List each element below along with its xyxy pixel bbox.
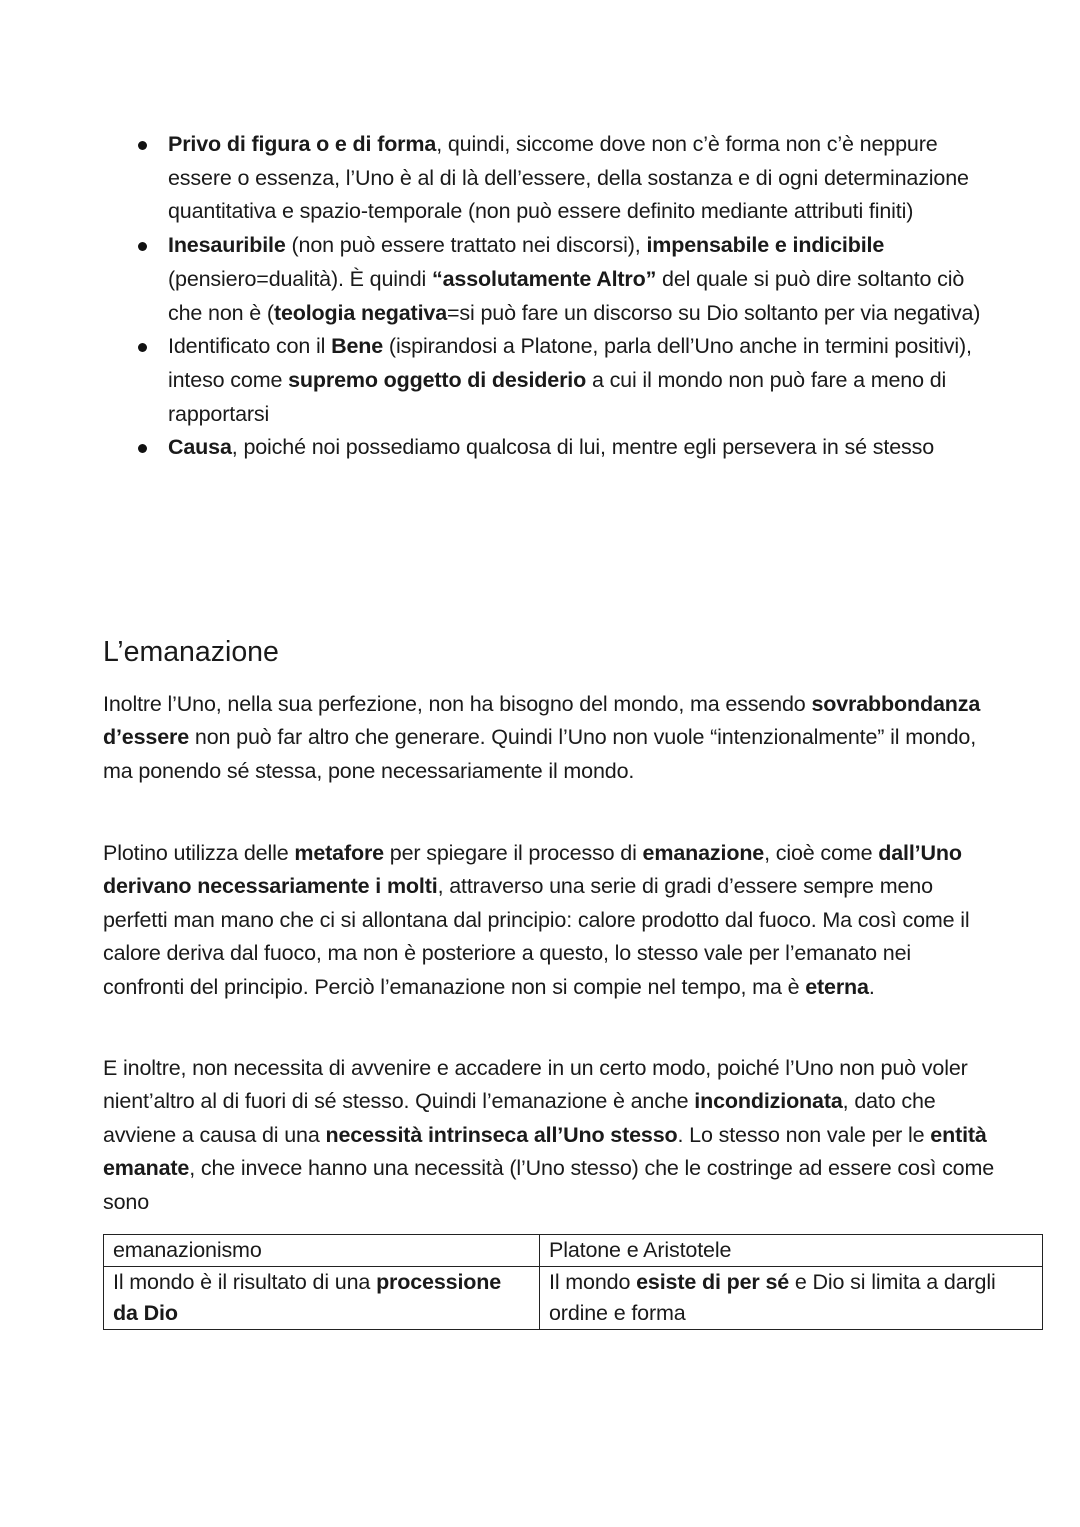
text-run: del quale si può dire soltanto ciò che non è ( <box>168 266 965 325</box>
text-run: , cioè come <box>764 841 879 865</box>
emphasized-text: Causa <box>168 435 232 460</box>
bullet-icon <box>138 444 147 453</box>
table-header-row <box>104 1235 1043 1267</box>
emphasized-text: impensabile e indicibile <box>646 233 885 258</box>
text-run: non può far altro che generare. Quindi l’Uno non vuole “intenzionalmente” il mondo, ma ponendo sé stessa, pone necessariamente il mondo. <box>103 725 977 783</box>
text-run: a cui il mondo non può fare a meno di rapportarsi <box>168 367 947 426</box>
emphasized-text: “assolutamente Altro” <box>431 266 657 291</box>
attributes-of-the-one-list <box>103 128 983 465</box>
text-run: E inoltre, non necessita di avvenire e accadere in un certo modo, poiché l’Uno non può voler nient’altro al di fuori di sé stesso. Quindi l’emanazione è anche <box>103 1056 968 1114</box>
paragraph <box>103 837 983 1004</box>
emphasized-text: Privo di figura o e di forma <box>168 132 437 156</box>
emphasized-text: Inesauribile <box>168 233 286 258</box>
text-run: Identificato con il <box>168 334 332 359</box>
emphasized-text: emanazione <box>642 841 765 865</box>
emphasized-text: teologia negativa <box>273 300 448 325</box>
text-run: , che invece hanno una necessità (l’Uno stesso) che le costringe ad essere così come sono <box>103 1156 995 1214</box>
emphasized-text: necessità intrinseca all’Uno stesso <box>325 1122 678 1147</box>
text-run: , attraverso una serie di gradi d’essere sempre meno perfetti man mano che ci si allontana dal principio: calore prodotto dal fuoco. Ma così come il calore deriva dal fuoco, ma non è posteriore a questo, lo stesso vale per l’emanato nei confronti del principio. Perciò l’emanazione non si compie nel tempo, ma è <box>103 874 970 999</box>
table-row <box>104 1267 1043 1330</box>
text-run: Il mondo <box>549 1270 637 1294</box>
bullet-icon <box>138 242 147 251</box>
text-run: (ispirandosi a Platone, parla dell’Uno anche in termini positivi), inteso come <box>168 334 972 392</box>
table-header-cell: Platone e Aristotele <box>540 1235 1043 1267</box>
list-item <box>103 330 983 431</box>
emphasized-text: dall’Uno derivano necessariamente i molti <box>103 841 962 899</box>
section-heading: L’emanazione <box>103 636 279 668</box>
bullet-icon <box>138 343 147 352</box>
text-run: Il mondo è il risultato di una <box>113 1270 377 1294</box>
list-item <box>103 128 983 229</box>
table-cell <box>104 1267 540 1330</box>
emphasized-text: processione da Dio <box>113 1270 502 1325</box>
text-run: Plotino utilizza delle <box>103 841 295 865</box>
text-run: e Dio si limita a dargli ordine e forma <box>549 1270 996 1325</box>
list-item <box>103 431 983 465</box>
text-run: =si può fare un discorso su Dio soltanto per via negativa) <box>447 300 981 325</box>
text-run: (non può essere trattato nei discorsi), <box>285 233 647 258</box>
text-run: , quindi, siccome dove non c’è forma non c’è neppure essere o essenza, l’Uno è al di là dell’essere, della sostanza e di ogni determinazione quantitativa e spazio-temporale (non può essere definito mediante attributi finiti) <box>168 132 969 224</box>
emphasized-text: supremo oggetto di desiderio <box>288 367 587 392</box>
list-item-text <box>168 233 980 324</box>
emphasized-text: metafore <box>294 841 384 865</box>
emphasized-text: sovrabbondanza d’essere <box>103 692 981 750</box>
comparison-table <box>103 1234 1043 1330</box>
text-run: . Lo stesso non vale per le <box>677 1122 931 1147</box>
paragraph <box>103 1052 1003 1219</box>
table-cell <box>540 1267 1043 1330</box>
emphasized-text: Bene <box>331 334 384 359</box>
text-run: , dato che avviene a causa di una <box>103 1089 936 1147</box>
list-item-text <box>168 132 969 223</box>
emphasized-text: entità emanate <box>103 1122 987 1181</box>
list-item-text <box>168 435 934 459</box>
text-run: (pensiero=dualità). È quindi <box>168 266 432 291</box>
text-run: Inoltre l’Uno, nella sua perfezione, non ha bisogno del mondo, ma essendo <box>103 692 812 716</box>
bullet-icon <box>138 141 147 150</box>
text-run: per spiegare il processo di <box>383 841 643 865</box>
list-item-text <box>168 334 972 425</box>
emphasized-text: eterna <box>805 974 869 999</box>
text-run: , poiché noi possediamo qualcosa di lui, mentre egli persevera in sé stesso <box>231 435 935 460</box>
text-run: . <box>868 974 875 999</box>
emphasized-text: incondizionata <box>694 1089 843 1114</box>
emphasized-text: esiste di per sé <box>636 1270 790 1294</box>
list-item <box>103 229 983 330</box>
paragraph <box>103 688 983 788</box>
table-header-cell: emanazionismo <box>104 1235 540 1267</box>
